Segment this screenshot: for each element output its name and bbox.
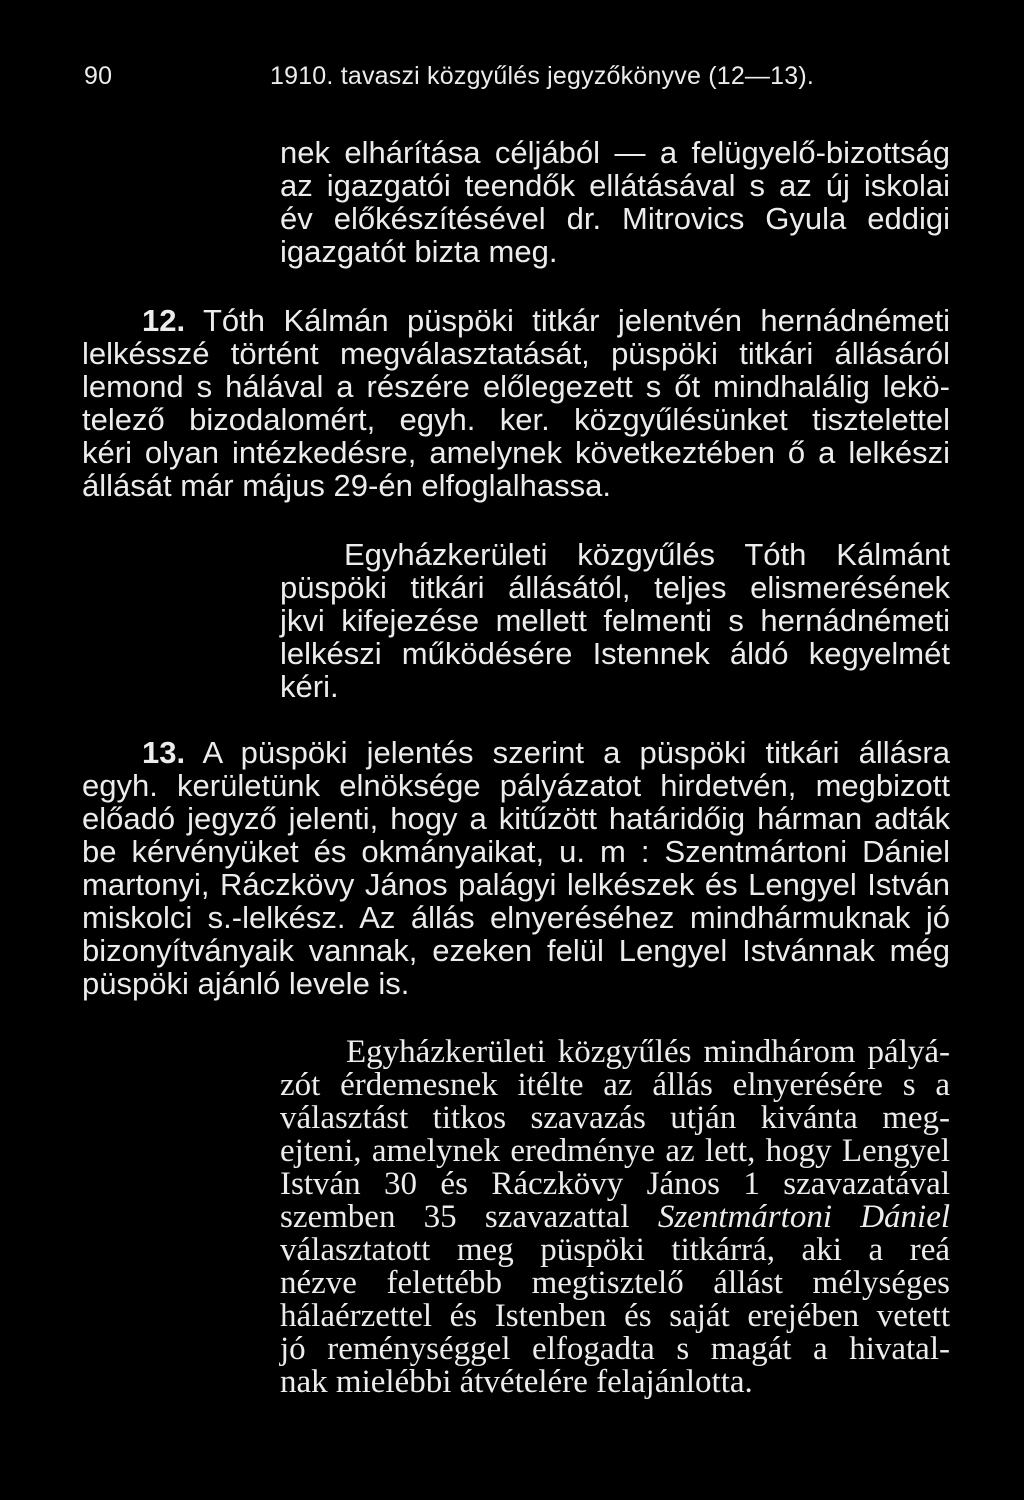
text-line: igazgatót bizta meg. [280,234,558,269]
text-line: nézve felettébb megtisztelő állást mélységes [280,1265,950,1301]
text-line: kéri. [280,669,339,704]
resolution-12 [280,538,950,703]
text-line: lelkészi működésére Istennek áldó kegyelmét [280,636,950,671]
text-line: hálaérzettel és Istenben és saját erejében vetett [280,1298,950,1334]
text-line: választást titkos szavazás utján kivánta meg- [280,1100,950,1136]
text-line: kéri olyan intézkedésre, amelynek következtében ő a lelkészi [82,435,950,470]
text-line: püspöki ajánló levele is. [82,966,410,1001]
resolution-13 [280,1036,950,1399]
elected-name: Szentmártoni Dániel [657,1199,951,1235]
text-line: ejteni, amelynek eredménye az lett, hogy Lengyel [280,1133,950,1169]
item-text: Tóth Kálmán püspöki titkár jelentvén hernádnémeti [185,303,950,338]
text-line: lemond s hálával a részére előlegezett s őt mindhalálig lekö- [82,369,950,404]
text-line: nak mielébbi átvételére felajánlotta. [280,1364,753,1400]
text-line: az igazgatói teendők ellátásával s az új iskolai [280,168,950,203]
paragraph-intro [280,136,950,268]
text-line: martonyi, Ráczkövy János palágyi lelkészek és Lengyel István [82,867,950,902]
text-line [280,1201,950,1234]
page-header [84,62,964,92]
text-line: lelkésszé történt megválasztatását, püspöki titkári állásáról [82,336,950,371]
item-number: 13. [142,735,186,770]
text-line: be kérvényüket és okmányaikat, u. m : Szentmártoni Dániel [82,834,950,869]
running-title: 1910. tavaszi közgyűlés jegyzőkönyve (12—13). [270,62,815,90]
text-line: jó reménységgel elfogadta s magát a hivatal- [280,1331,950,1367]
text-line: István 30 és Ráczkövy János 1 szavazatával [280,1166,950,1202]
text-line [82,736,950,769]
item-text: A püspöki jelentés szerint a püspöki titkári állásra [185,735,950,770]
page-number: 90 [84,62,113,90]
text-line: zót érdemesnek itélte az állás elnyerésére s a [280,1067,950,1103]
text-line: nek elhárítása céljából — a felügyelő-bizottság [280,135,950,170]
item-12 [82,304,950,502]
text-line: év előkészítésével dr. Mitrovics Gyula eddigi [280,201,950,236]
text-line [82,304,950,337]
text-line: Egyházkerületi közgyűlés Tóth Kálmánt [344,537,950,572]
text-line: előadó jegyző jelenti, hogy a kitűzött határidőig hárman adták [82,801,950,836]
text-line: állását már május 29-én elfoglalhassa. [82,468,611,503]
text-line: püspöki titkári állásától, teljes elismerésének [280,570,950,605]
text-line: Egyházkerületi közgyűlés mindhárom pályá- [346,1034,950,1070]
text-line: telező bizodalomért, egyh. ker. közgyűlésünket tisztelettel [82,402,950,437]
text-fragment: szemben 35 szavazattal [280,1199,658,1235]
text-line: választatott meg püspöki titkárrá, aki a reá [280,1232,950,1268]
item-number: 12. [142,303,186,338]
text-line: egyh. kerületünk elnöksége pályázatot hirdetvén, megbizott [82,768,950,803]
item-13 [82,736,950,1000]
text-line: miskolci s.-lelkész. Az állás elnyeréséhez mindhármuknak jó [82,900,950,935]
text-line: bizonyítványaik vannak, ezeken felül Lengyel Istvánnak még [82,933,950,968]
text-line: jkvi kifejezése mellett felmenti s hernádnémeti [280,603,950,638]
